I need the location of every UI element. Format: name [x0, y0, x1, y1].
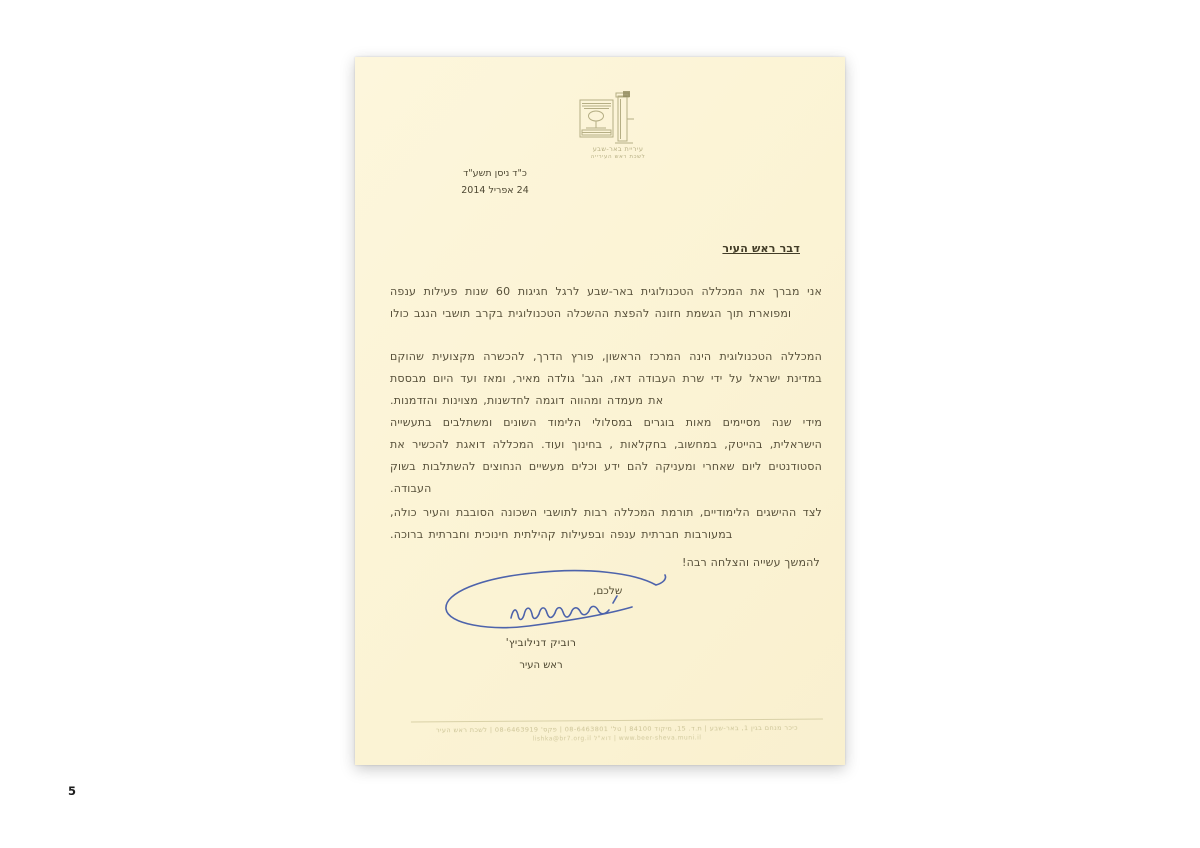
letter-page — [355, 57, 845, 765]
letter-heading: דבר ראש העיר — [722, 242, 800, 255]
footer-contact-line: כיכר מנחם בגין 1, באר-שבע | ת.ד. 15, מיקוד 84100 | טל' 08-6463801 | פקס' 08-6463919 | לשכת ראש העיר — [435, 723, 799, 735]
org-office: לשכת ראש העירייה — [590, 154, 646, 160]
handwritten-signature-icon — [435, 567, 670, 639]
letter-paragraph: מידי שנה מסיימים מאות בוגרים במסלולי הלימוד השונים ומשתלבים בתעשייה הישראלית, בהייטק, במחשוב, בחקלאות , בחינוך ועוד. המכללה דואגת להכשיר את הסטודנטים ליום שאחרי ומעניקה להם ידע וכלים מעשיים הנחוצים להשתלבות בשוק העבודה. — [390, 416, 822, 495]
letter-paragraph: המכללה הטכנולוגית הינה המרכז הראשון, פורץ הדרך, להכשרה מקצועית שהוקם במדינת ישראל על ידי שרת העבודה דאז, הגב' גולדה מאיר, ומאז ועד היום מבססת את מעמדה ומהווה דוגמה לחדשנות, מצוינות והזדמנות. — [390, 350, 822, 407]
signoff: שלכם, — [593, 585, 623, 597]
municipality-logo-icon — [577, 91, 647, 147]
closing-line: להמשך עשייה והצלחה רבה! — [682, 556, 820, 569]
letter-footer — [411, 719, 823, 744]
letter-paragraph: אני מברך את המכללה הטכנולוגית באר-שבע לרגל חגיגות 60 שנות פעילות ענפה ומפוארת תוך הגשמת חזונה להפצת ההשכלה הטכנולוגית בקרב תושבי הנגב כולו — [390, 285, 822, 320]
date-block — [443, 165, 547, 199]
letter-paragraph: לצד ההישגים הלימודיים, תורמת המכללה רבות לתושבי השכונה הסובבת והעיר כולה, במעורבות חברתית ענפה ובפעילות קהילתית חינוכית וחברתית ברוכה. — [390, 506, 822, 541]
date-hebrew: כ"ד ניסן תשע"ד — [463, 168, 527, 179]
date-gregorian: 24 אפריל 2014 — [461, 185, 529, 196]
org-name: עיריית באר-שבע — [592, 145, 644, 153]
page-number: 5 — [68, 784, 77, 798]
signer-title: ראש העיר — [519, 660, 563, 671]
footer-web-line: www.beer-sheva.muni.il | דוא"ל lishka@br7.org.il — [532, 734, 702, 743]
signer-name: רוביק דנילוביץ' — [505, 637, 577, 649]
